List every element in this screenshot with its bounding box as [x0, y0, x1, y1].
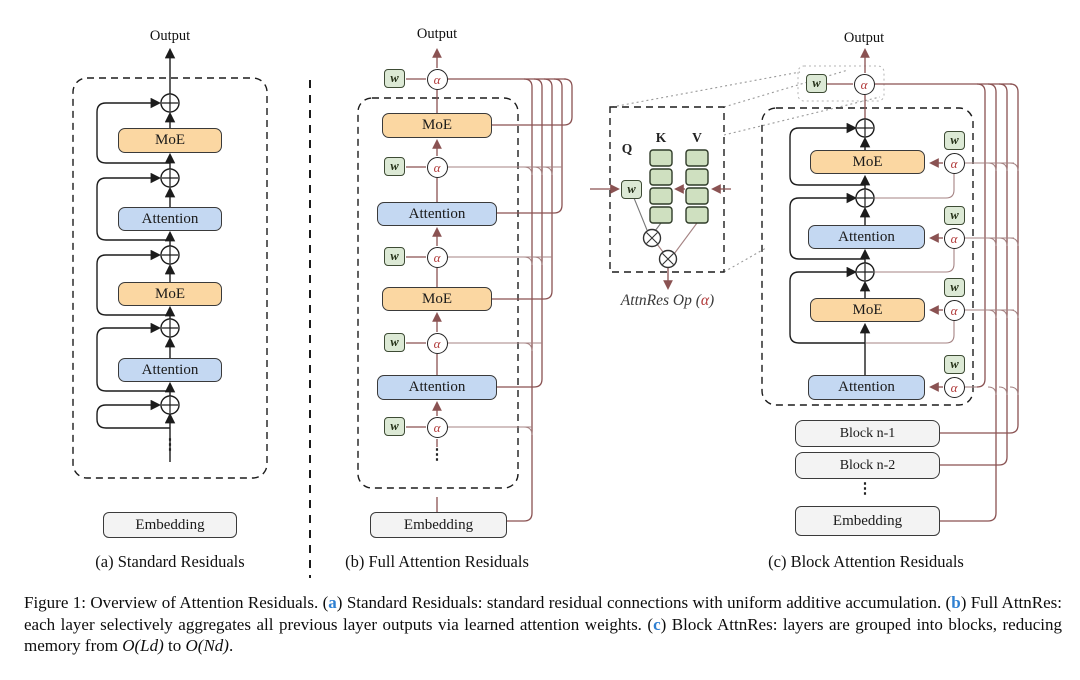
panel-c-w-box: w	[944, 206, 965, 225]
panel-c-vdots: ⋮	[857, 481, 873, 497]
panel-b-w-box: w	[384, 157, 405, 176]
panel-b-attention-1: Attention	[377, 202, 497, 226]
panel-c-attention-1: Attention	[808, 225, 925, 249]
inset-w-box: w	[621, 180, 642, 199]
panel-b-alpha-node: α	[427, 69, 448, 90]
panel-c-block-n-2: Block n-2	[795, 452, 940, 479]
panel-b-moe-1: MoE	[382, 113, 492, 138]
panel-c-alpha-node: α	[854, 74, 875, 95]
panel-b-alpha-node: α	[427, 157, 448, 178]
panel-b-attention-2: Attention	[377, 375, 497, 400]
panel-c-output-label: Output	[843, 30, 885, 46]
panel-b-caption: (b) Full Attention Residuals	[345, 552, 529, 571]
panel-c-block-n-1: Block n-1	[795, 420, 940, 447]
panel-c-attention-2: Attention	[808, 375, 925, 400]
panel-c-alpha-node: α	[944, 153, 965, 174]
panel-c-alpha-node: α	[944, 228, 965, 249]
panel-a-attention-2: Attention	[118, 358, 222, 382]
panel-c-w-box: w	[944, 355, 965, 374]
panel-a-caption: (a) Standard Residuals	[95, 552, 245, 571]
panel-c-embedding: Embedding	[795, 506, 940, 536]
panel-b-alpha-node: α	[427, 333, 448, 354]
panel-c-caption: (c) Block Attention Residuals	[768, 552, 964, 571]
caption-math-old: O(Ld)	[122, 636, 164, 656]
figure-caption: Figure 1: Overview of Attention Residuals. (a) Standard Residuals: standard residual connections with uniform additive accumulation. (b) Full AttnRes: each layer selectively aggregates all previous layer outputs via learned attention weights. (c) Block AttnRes: layers are grouped into blocks, reducing memory from O(Ld) to O(Nd).	[24, 593, 1063, 656]
caption-link-c: c	[653, 614, 661, 634]
panel-c-moe-2: MoE	[810, 298, 925, 322]
inset-v-label: V	[692, 130, 702, 145]
panel-c-w-box: w	[806, 74, 827, 93]
panel-c-alpha-node: α	[944, 377, 965, 398]
panel-b-output-label: Output	[416, 26, 458, 42]
panel-a-vdots: ⋮	[162, 437, 178, 453]
caption-text: Figure 1: Overview of Attention Residuals. (	[24, 593, 329, 612]
caption-link-b: b	[951, 593, 961, 612]
panel-a-moe-2: MoE	[118, 282, 222, 306]
panel-b-embedding: Embedding	[370, 512, 507, 538]
panel-a-embedding: Embedding	[103, 512, 237, 538]
panel-c-moe-1: MoE	[810, 150, 925, 174]
panel-b-vdots: ⋮	[429, 447, 445, 463]
panel-b-w-box: w	[384, 417, 405, 436]
panel-a-output-label: Output	[149, 28, 191, 44]
panel-c-w-box: w	[944, 131, 965, 150]
panel-c-alpha-node: α	[944, 300, 965, 321]
panel-b-moe-2: MoE	[382, 287, 492, 311]
inset-attnres-op	[590, 66, 884, 288]
panel-b-w-box: w	[384, 247, 405, 266]
caption-link-a: a	[328, 593, 337, 612]
caption-math-new: O(Nd)	[185, 636, 229, 656]
inset-attnres-op-label: AttnRes Op (α)	[620, 292, 715, 309]
panel-a-moe-1: MoE	[118, 128, 222, 153]
panel-b-alpha-node: α	[427, 417, 448, 438]
panel-a-attention-1: Attention	[118, 207, 222, 231]
panel-c-connectors	[762, 50, 1018, 521]
panel-b-w-box: w	[384, 69, 405, 88]
inset-k-label: K	[655, 130, 667, 145]
panel-a-connectors	[73, 50, 267, 478]
panel-b-alpha-node: α	[427, 247, 448, 268]
panel-b-w-box: w	[384, 333, 405, 352]
inset-q-label: Q	[621, 141, 633, 156]
panel-c-w-box: w	[944, 278, 965, 297]
